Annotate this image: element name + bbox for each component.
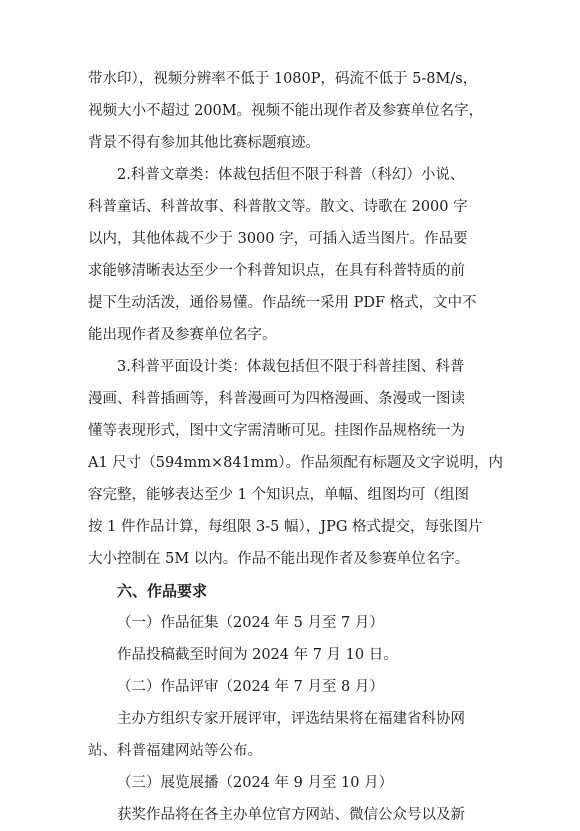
- paragraph-line: 容完整，能够表达至少 1 个知识点，单幅、组图均可（组图: [88, 487, 469, 503]
- paragraph-line: 2.科普文章类：体裁包括但不限于科普（科幻）小说、: [117, 167, 465, 183]
- paragraph-line: 漫画、科普插画等，科普漫画可为四格漫画、条漫或一图读: [88, 391, 465, 407]
- paragraph-line: 获奖作品将在各主办单位官方网站、微信公众号以及新: [117, 807, 465, 823]
- subsection-heading: （三）展览展播（2024 年 9 月至 10 月）: [117, 775, 394, 791]
- paragraph-line: 带水印），视频分辨率不低于 1080P，码流不低于 5-8M/s，: [88, 71, 478, 87]
- paragraph-line: 提下生动活泼，通俗易懂。作品统一采用 PDF 格式，文中不: [88, 295, 477, 311]
- paragraph-line: A1 尺寸（594mm×841mm）。作品须配有标题及文字说明，内: [88, 455, 504, 471]
- paragraph-line: 作品投稿截至时间为 2024 年 7 月 10 日。: [117, 647, 398, 663]
- paragraph-line: 站、科普福建网站等公布。: [88, 743, 262, 759]
- paragraph-line: 以内，其他体裁不少于 3000 字，可插入适当图片。作品要: [88, 231, 468, 247]
- paragraph-line: 视频大小不超过 200M。视频不能出现作者及参赛单位名字，: [88, 103, 484, 119]
- section-heading: 六、作品要求: [117, 582, 208, 600]
- paragraph-line: 科普童话、科普故事、科普散文等。散文、诗歌在 2000 字: [88, 199, 468, 215]
- paragraph-line: 背景不得有参加其他比赛标题痕迹。: [88, 135, 320, 151]
- subsection-heading: （一）作品征集（2024 年 5 月至 7 月）: [117, 615, 384, 631]
- paragraph-line: 大小控制在 5M 以内。作品不能出现作者及参赛单位名字。: [88, 551, 470, 567]
- paragraph-line: 3.科普平面设计类：体裁包括但不限于科普挂图、科普: [117, 359, 465, 375]
- paragraph-line: 求能够清晰表达至少一个科普知识点，在具有科普特质的前: [88, 263, 465, 279]
- document-body: [88, 63, 504, 831]
- paragraph-line: 懂等表现形式，图中文字需清晰可见。挂图作品规格统一为: [88, 423, 465, 439]
- paragraph-line: 按 1 件作品计算，每组限 3-5 幅），JPG 格式提交，每张图片: [88, 519, 483, 535]
- paragraph-line: 能出现作者及参赛单位名字。: [88, 327, 277, 343]
- paragraph-line: 主办方组织专家开展评审，评选结果将在福建省科协网: [117, 711, 465, 727]
- subsection-heading: （二）作品评审（2024 年 7 月至 8 月）: [117, 679, 384, 695]
